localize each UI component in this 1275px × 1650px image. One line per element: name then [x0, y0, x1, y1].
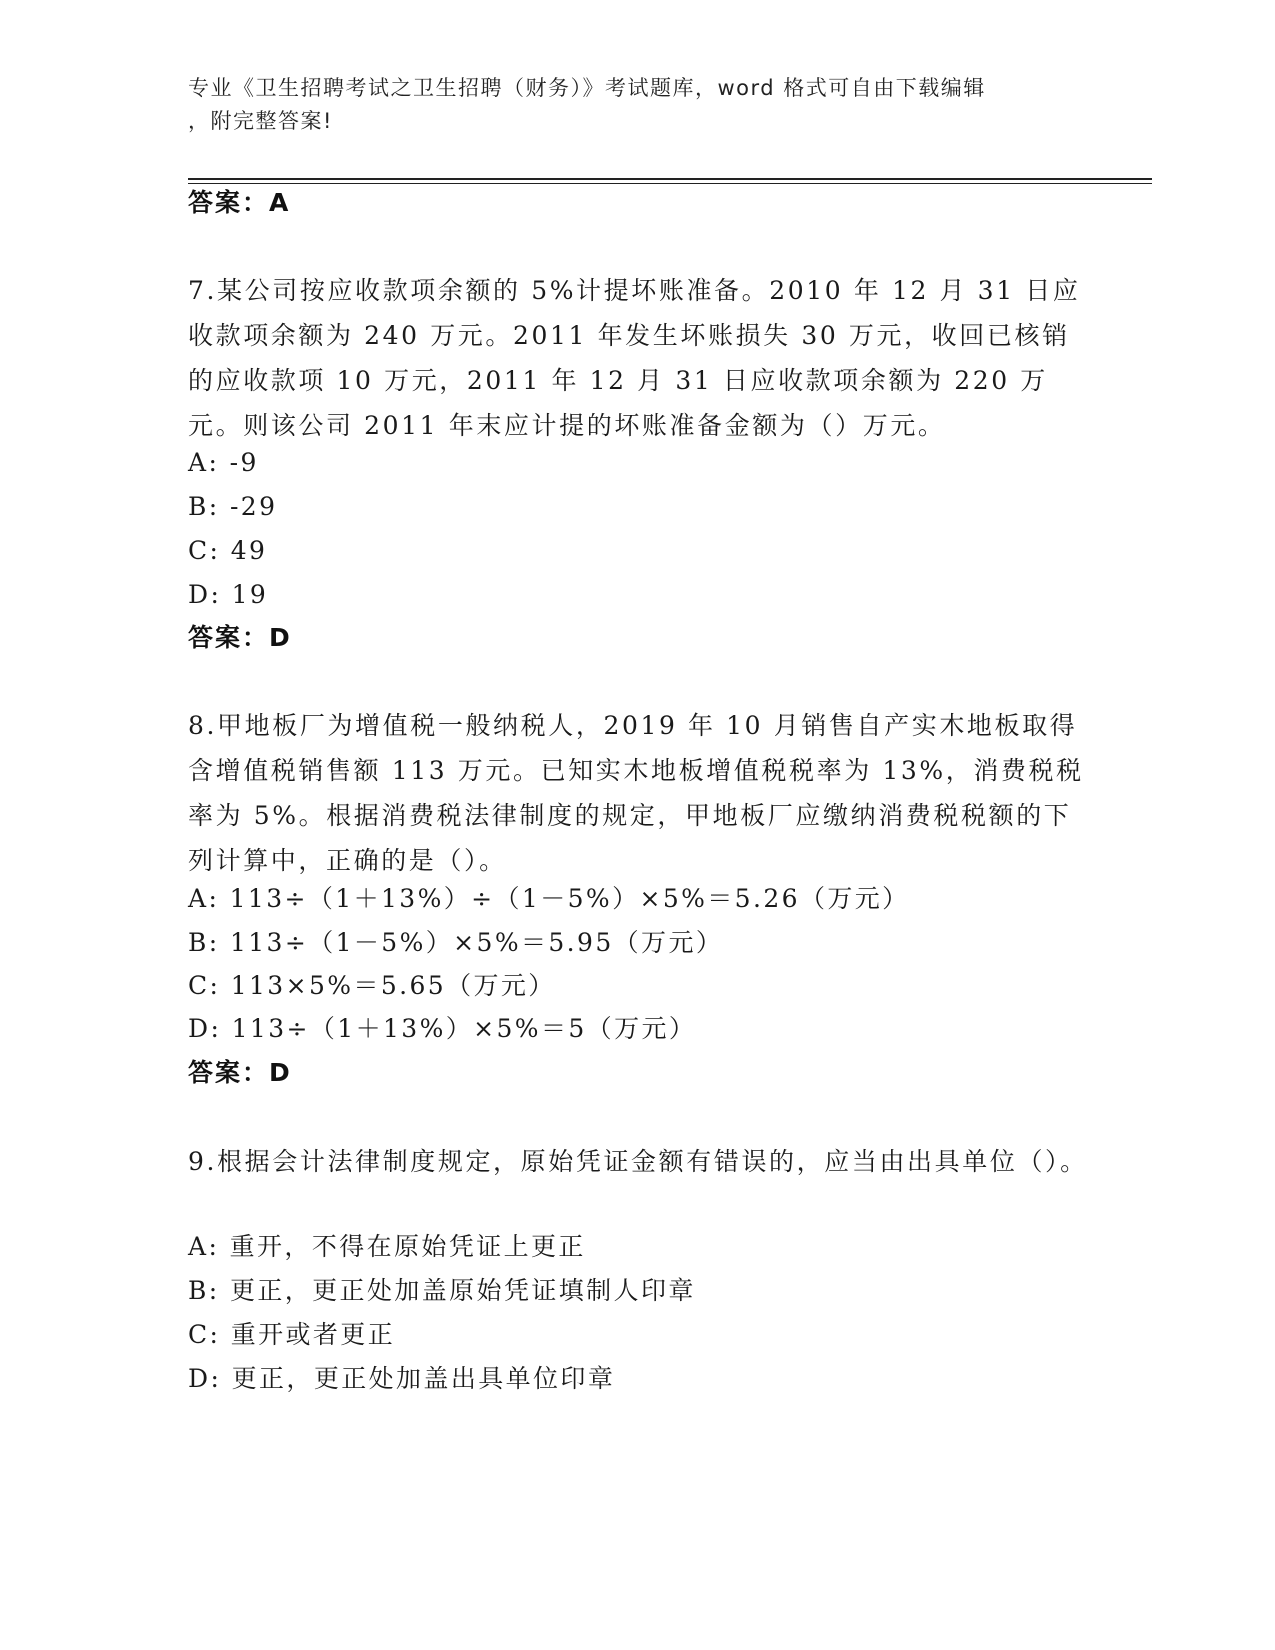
header-divider-thick: [188, 178, 1152, 180]
question-8-option-c: C: 113×5%＝5.65（万元）: [188, 971, 556, 1000]
header-line-2: ，附完整答案!: [188, 109, 333, 133]
question-7-option-b: B: -29: [188, 492, 278, 521]
question-7-text: 7.某公司按应收款项余额的 5%计提坏账准备。2010 年 12 月 31 日应收款项余额为 240 万元。2011 年发生坏账损失 30 万元，收回已核销的应收款项 10 万元，2011 年 12 月 31 日应收款项余额为 220 万元。则该公司 2011 年末应计提的坏账准备金额为（）万元。: [188, 276, 1081, 440]
document-header: [188, 72, 1088, 138]
question-8-option-b: B: 113÷（1－5%）×5%＝5.95（万元）: [188, 928, 724, 957]
question-8-option-a: A: 113÷（1＋13%）÷（1－5%）×5%＝5.26（万元）: [188, 884, 910, 913]
answer-previous: 答案：A: [188, 188, 291, 217]
question-7-option-d: D: 19: [188, 580, 269, 609]
question-9-text: 9.根据会计法律制度规定，原始凭证金额有错误的，应当由出具单位（）。: [188, 1147, 1088, 1176]
question-9-option-c: C: 重开或者更正: [188, 1320, 396, 1349]
question-9-option-a: A: 重开，不得在原始凭证上更正: [188, 1232, 586, 1261]
question-8-text: 8.甲地板厂为增值税一般纳税人，2019 年 10 月销售自产实木地板取得含增值税销售额 113 万元。已知实木地板增值税税率为 13%，消费税税率为 5%。根据消费税法律制度的规定，甲地板厂应缴纳消费税税额的下列计算中，正确的是（）。: [188, 711, 1084, 875]
header-divider-thin: [188, 183, 1152, 184]
question-8-answer: 答案：D: [188, 1058, 292, 1087]
question-9-option-d: D: 更正，更正处加盖出具单位印章: [188, 1364, 616, 1393]
question-7-option-c: C: 49: [188, 536, 268, 565]
question-8-option-d: D: 113÷（1＋13%）×5%＝5（万元）: [188, 1014, 697, 1043]
question-7-option-a: A: -9: [188, 448, 259, 477]
question-7-answer: 答案：D: [188, 623, 292, 652]
header-line-1: 专业《卫生招聘考试之卫生招聘（财务）》考试题库，word 格式可自由下载编辑: [188, 76, 986, 100]
question-9-option-b: B: 更正，更正处加盖原始凭证填制人印章: [188, 1276, 696, 1305]
